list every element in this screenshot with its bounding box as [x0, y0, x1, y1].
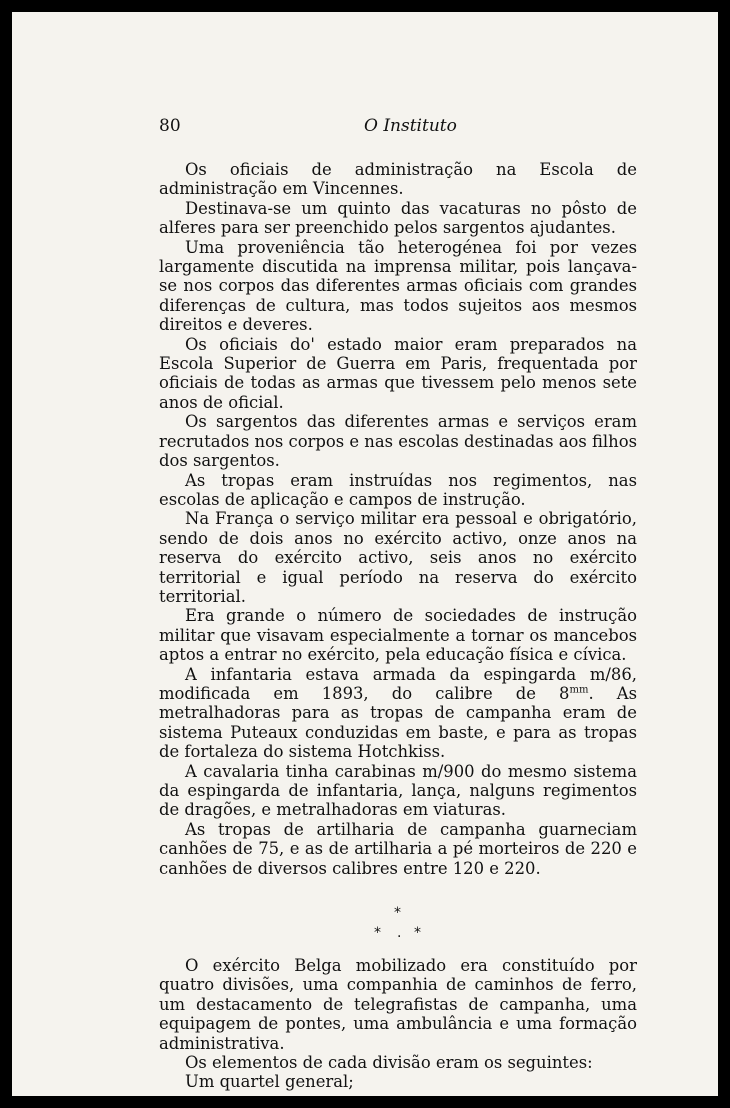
paragraph: Os sargentos das diferentes armas e serviços eram recrutados nos corpos e nas escolas destinadas aos filhos dos sargentos. — [159, 412, 637, 471]
paragraph: Na França o serviço militar era pessoal e obrigatório, sendo de dois anos no exército activo, onze anos na reserva do exército activo, seis anos no exército territorial e igual período na reserva do exército territorial. — [159, 509, 637, 606]
asterism-star: * — [374, 925, 381, 942]
asterism-star: * — [414, 925, 421, 942]
paragraph: Os elementos de cada divisão eram os seguintes: — [185, 1053, 593, 1073]
paragraph: A cavalaria tinha carabinas m/900 do mesmo sistema da espingarda de infantaria, lança, nalguns regimentos de dragões, e metralhadoras em viaturas. — [159, 761, 637, 820]
asterism-star: * — [394, 905, 401, 922]
section-separator — [159, 878, 637, 956]
paragraph: Os oficiais de administração na Escola de administração em Vincennes. — [159, 160, 637, 199]
asterism-dot: . — [397, 925, 402, 942]
paragraph: Era grande o número de sociedades de instrução militar que visavam especialmente a tornar os mancebos aptos a entrar no exército, pela educação física e cívica. — [159, 606, 637, 665]
book-page — [12, 12, 718, 1096]
page-body — [159, 160, 637, 1092]
superscript-unit: mm — [569, 684, 589, 696]
paragraph: Os oficiais do' estado maior eram preparados na Escola Superior de Guerra em Paris, frequentada por oficiais de todas as armas que tivessem pelo menos sete anos de oficial. — [159, 334, 637, 412]
paragraph: Uma proveniência tão heterogénea foi por vezes largamente discutida na imprensa militar, pois lançava-se nos corpos das diferentes armas oficiais com grandes diferenças de cultura, mas todos sujeitos aos mesmos direitos e deveres. — [159, 237, 637, 335]
paragraph-infantaria — [159, 665, 637, 762]
paragraph: As tropas eram instruídas nos regimentos, nas escolas de aplicação e campos de instrução. — [159, 470, 637, 509]
paragraph: O exército Belga mobilizado era constituído por quatro divisões, uma companhia de caminhos de ferro, um destacamento de telegrafistas de campanha, uma equipagem de pontes, uma ambulância e uma formação administrativa. — [159, 956, 637, 1053]
paragraph: Destinava-se um quinto das vacaturas no pôsto de alferes para ser preenchido pelos sargentos ajudantes. — [159, 198, 637, 238]
paragraph-text: A infantaria estava armada da espingarda m/86, modificada em 1893, do calibre de 8 — [159, 664, 637, 703]
paragraph: As tropas de artilharia de campanha guarneciam canhões de 75, e as de artilharia a pé morteiros de 220 e canhões de diversos calibres entre 120 e 220. — [159, 819, 637, 878]
paragraph-text: . As metralhadoras para as tropas de campanha eram de sistema Puteaux conduzidas em baste, e para as tropas de fortaleza do sistema Hotchkiss. — [159, 683, 637, 762]
paragraph: Um quartel general; — [185, 1072, 354, 1092]
running-title: O Instituto — [364, 116, 457, 136]
page-header — [159, 116, 639, 140]
page-number: 80 — [159, 116, 181, 136]
